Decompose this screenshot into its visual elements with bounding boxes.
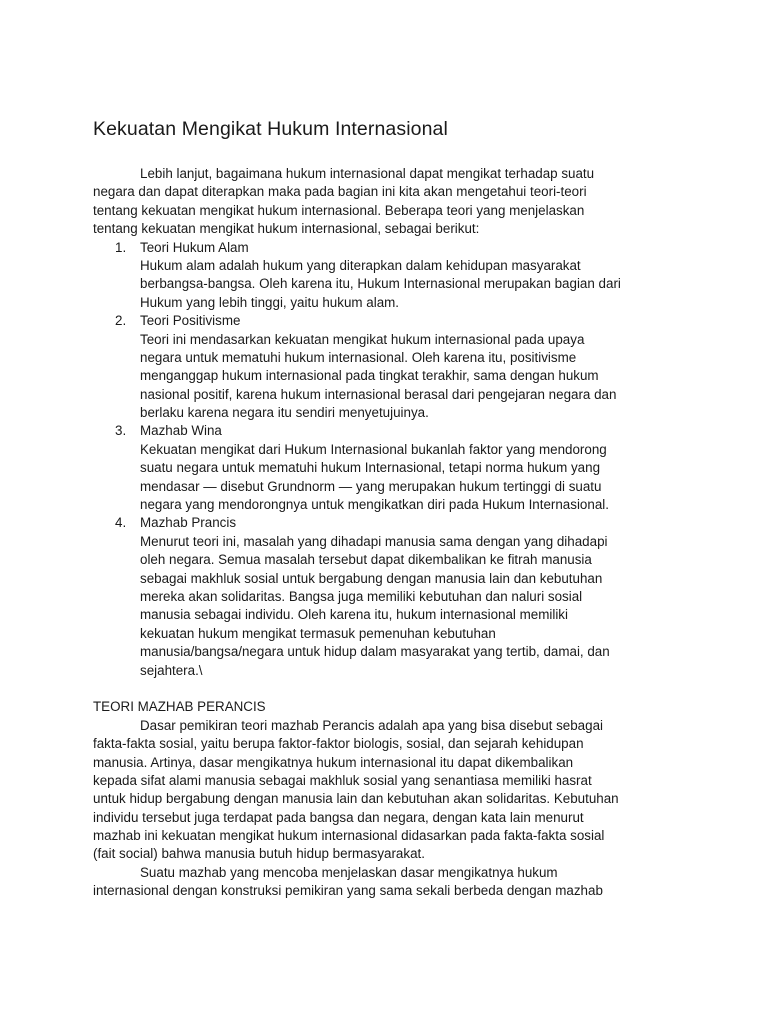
- theory-line: suatu negara untuk mematuhi hukum Internasional, tetapi norma hukum yang: [140, 460, 601, 476]
- theory-line: nasional positif, karena hukum internasional berasal dari pengejaran negara dan: [140, 386, 617, 402]
- theory-item-hukum-alam: [93, 239, 693, 313]
- section-mazhab-perancis: [93, 698, 693, 900]
- theory-line: Menurut teori ini, masalah yang dihadapi manusia sama dengan yang dihadapi: [140, 533, 608, 549]
- list-number: 4.: [115, 515, 127, 531]
- theory-line: berlaku karena negara itu sendiri menyetujuinya.: [140, 405, 429, 421]
- theory-line: Hukum alam adalah hukum yang diterapkan dalam kehidupan masyarakat: [140, 257, 581, 273]
- theory-item-mazhab-prancis: [93, 514, 693, 680]
- theory-name: Mazhab Prancis: [140, 515, 237, 531]
- theory-line: mereka akan solidaritas. Bangsa juga memiliki kebutuhan dan naluri sosial: [140, 588, 583, 604]
- intro-paragraph: [93, 165, 693, 239]
- theory-line: kekuatan hukum mengikat termasuk pemenuhan kebutuhan: [140, 625, 496, 641]
- list-number: 1.: [115, 239, 127, 255]
- paragraph-line: mazhab ini kekuatan mengikat hukum internasional didasarkan pada fakta-fakta sosial: [93, 828, 605, 844]
- blank-line: [93, 680, 693, 698]
- paragraph-line: Dasar pemikiran teori mazhab Perancis adalah apa yang bisa disebut sebagai: [140, 717, 603, 733]
- paragraph-line: internasional dengan konstruksi pemikiran yang sama sekali berbeda dengan mazhab: [93, 883, 603, 899]
- theory-item-positivisme: [93, 312, 693, 422]
- theory-item-mazhab-wina: [93, 422, 693, 514]
- document-title: Kekuatan Mengikat Hukum Internasional: [93, 118, 448, 140]
- paragraph-line: Suatu mazhab yang mencoba menjelaskan dasar mengikatnya hukum: [140, 864, 558, 880]
- intro-line: Lebih lanjut, bagaimana hukum internasional dapat mengikat terhadap suatu: [140, 166, 595, 181]
- theory-line: Teori ini mendasarkan kekuatan mengikat hukum internasional pada upaya: [140, 331, 585, 347]
- theory-name: Mazhab Wina: [140, 423, 222, 439]
- theory-line: menganggap hukum internasional pada tingkat terakhir, sama dengan hukum: [140, 368, 599, 384]
- section-heading: TEORI MAZHAB PERANCIS: [93, 699, 266, 715]
- paragraph-line: individu tersebut juga terdapat pada bangsa dan negara, dengan kata lain menurut: [93, 809, 584, 825]
- theory-line: oleh negara. Semua masalah tersebut dapat dikembalikan ke fitrah manusia: [140, 552, 592, 568]
- theory-line: negara yang mendorongnya untuk mengikatkan diri pada Hukum Internasional.: [140, 497, 609, 513]
- theory-line: Hukum yang lebih tinggi, yaitu hukum alam.: [140, 294, 400, 310]
- theory-line: manusia/bangsa/negara untuk hidup dalam masyarakat yang tertib, damai, dan: [140, 644, 610, 660]
- paragraph-line: (fait social) bahwa manusia butuh hidup bermasyarakat.: [93, 846, 425, 862]
- theory-line: berbangsa-bangsa. Oleh karena itu, Hukum Internasional merupakan bagian dari: [140, 276, 621, 292]
- paragraph-line: untuk hidup bergabung dengan manusia lain dan kebutuhan akan solidaritas. Kebutuhan: [93, 791, 619, 807]
- paragraph-line: fakta-fakta sosial, yaitu berupa faktor-faktor biologis, sosial, dan sejarah kehidupan: [93, 736, 584, 752]
- list-number: 3.: [115, 423, 127, 439]
- theory-line: Kekuatan mengikat dari Hukum Internasional bukanlah faktor yang mendorong: [140, 441, 607, 457]
- paragraph-line: kepada sifat alami manusia sebagai makhluk sosial yang senantiasa memiliki hasrat: [93, 772, 592, 788]
- theory-line: sebagai makhluk sosial untuk bergabung dengan manusia lain dan kebutuhan: [140, 570, 603, 586]
- theory-line: negara untuk mematuhi hukum internasional. Oleh karena itu, positivisme: [140, 349, 577, 365]
- theory-name: Teori Hukum Alam: [140, 239, 249, 255]
- list-number: 2.: [115, 313, 127, 329]
- theory-line: manusia sebagai individu. Oleh karena itu, hukum internasional memiliki: [140, 607, 568, 623]
- theory-line: sejahtera.\: [140, 662, 203, 678]
- theory-list: [93, 239, 693, 680]
- intro-line: negara dan dapat diterapkan maka pada bagian ini kita akan mengetahui teori-teori: [93, 184, 587, 200]
- intro-line: tentang kekuatan mengikat hukum internasional. Beberapa teori yang menjelaskan: [93, 202, 585, 218]
- theory-name: Teori Positivisme: [140, 313, 241, 329]
- document-body: [93, 165, 693, 901]
- paragraph-line: manusia. Artinya, dasar mengikatnya hukum internasional itu dapat dikembalikan: [93, 754, 574, 770]
- intro-line: tentang kekuatan mengikat hukum internasional, sebagai berikut:: [93, 221, 480, 237]
- theory-line: mendasar — disebut Grundnorm — yang merupakan hukum tertinggi di suatu: [140, 478, 602, 494]
